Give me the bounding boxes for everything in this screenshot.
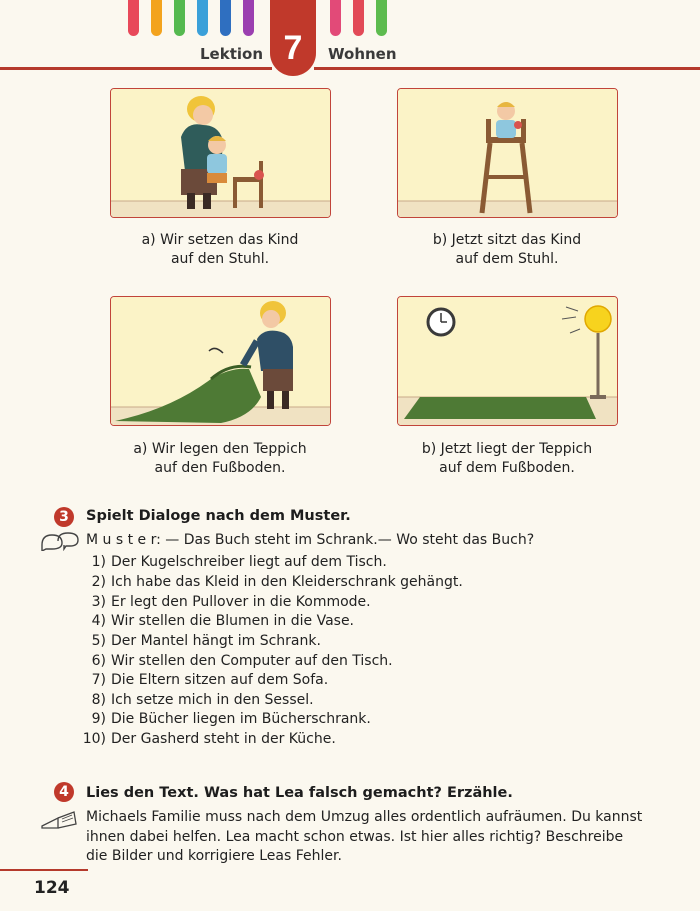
- lesson-label: Lektion: [200, 45, 264, 63]
- list-item: [82, 692, 314, 708]
- list-item: [82, 731, 336, 747]
- stripe: [220, 0, 231, 36]
- item-number: 3): [91, 594, 106, 610]
- item-text: Wir stellen die Blumen in die Vase.: [111, 613, 355, 629]
- stripe: [376, 0, 387, 36]
- list-item: [82, 554, 387, 570]
- item-text: Ich setze mich in den Sessel.: [111, 692, 314, 708]
- stripe: [243, 0, 254, 36]
- caption-line: a) Wir setzen das Kind: [141, 232, 299, 248]
- header-rule-left: [0, 67, 272, 70]
- muster-text: — Das Buch steht im Schrank.— Wo steht das Buch?: [165, 532, 535, 548]
- caption-line: b) Jetzt sitzt das Kind: [432, 232, 582, 248]
- item-number: 9): [91, 711, 106, 727]
- caption-picture-4: [387, 440, 627, 478]
- stripe: [174, 0, 185, 36]
- item-text: Wir stellen den Computer auf den Tisch.: [111, 653, 393, 669]
- caption-line: auf den Stuhl.: [170, 251, 270, 267]
- caption-line: auf dem Fußboden.: [439, 460, 575, 476]
- item-number: 4): [91, 613, 106, 629]
- list-item: [82, 613, 354, 629]
- caption-line: b) Jetzt liegt der Teppich: [421, 441, 593, 457]
- book-icon: [40, 808, 78, 830]
- stripe: [330, 0, 341, 36]
- item-number: 10): [82, 731, 106, 747]
- item-text: Die Bücher liegen im Bücherschrank.: [111, 711, 371, 727]
- list-item: [82, 574, 463, 590]
- caption-picture-1: [100, 231, 340, 269]
- item-number: 8): [91, 692, 106, 708]
- list-item: [82, 711, 371, 727]
- picture-woman-lays-carpet: [110, 296, 331, 426]
- header-rule-right: [314, 67, 700, 70]
- caption-line: a) Wir legen den Teppich: [133, 441, 307, 457]
- list-item: [82, 633, 321, 649]
- exercise-4-title: Lies den Text. Was hat Lea falsch gemacht? Erzähle.: [86, 785, 513, 801]
- page-number: 124: [34, 878, 70, 898]
- caption-picture-2: [387, 231, 627, 269]
- caption-line: auf dem Stuhl.: [455, 251, 559, 267]
- item-text: Der Mantel hängt im Schrank.: [111, 633, 321, 649]
- exercise-3-title: Spielt Dialoge nach dem Muster.: [86, 508, 351, 524]
- item-text: Der Gasherd steht in der Küche.: [111, 731, 336, 747]
- muster-label: M u s t e r:: [86, 532, 161, 548]
- item-text: Der Kugelschreiber liegt auf dem Tisch.: [111, 554, 387, 570]
- list-item: [82, 653, 393, 669]
- exercise-4-text: Michaels Familie muss nach dem Umzug alles ordentlich aufräumen. Du kannst ihnen dabei helfen. Lea macht schon etwas. Ist hier alles richtig? Beschreibe die Bilder und korrigiere Leas Fehler.: [86, 809, 643, 864]
- item-number: 6): [91, 653, 106, 669]
- item-number: 7): [91, 672, 106, 688]
- stripe: [128, 0, 139, 36]
- item-text: Er legt den Pullover in die Kommode.: [111, 594, 371, 610]
- item-text: Ich habe das Kleid in den Kleiderschrank gehängt.: [111, 574, 463, 590]
- caption-picture-3: [100, 440, 340, 478]
- list-item: [82, 672, 328, 688]
- exercise-4-number: 4: [54, 782, 74, 802]
- stripe: [197, 0, 208, 36]
- lesson-topic: Wohnen: [328, 45, 397, 63]
- exercise-3-number: 3: [54, 507, 74, 527]
- picture-woman-seats-child: [110, 88, 331, 218]
- stripe: [353, 0, 364, 36]
- caption-line: auf den Fußboden.: [154, 460, 286, 476]
- picture-child-on-chair: [397, 88, 618, 218]
- picture-carpet-on-floor: [397, 296, 618, 426]
- list-item: [82, 594, 371, 610]
- stripe: [151, 0, 162, 36]
- dialogue-icon: [40, 531, 80, 551]
- muster-line: [86, 532, 534, 548]
- lesson-number: 7: [270, 0, 316, 76]
- item-number: 1): [91, 554, 106, 570]
- item-number: 5): [91, 633, 106, 649]
- item-number: 2): [91, 574, 106, 590]
- item-text: Die Eltern sitzen auf dem Sofa.: [111, 672, 329, 688]
- footer-rule: [0, 869, 88, 871]
